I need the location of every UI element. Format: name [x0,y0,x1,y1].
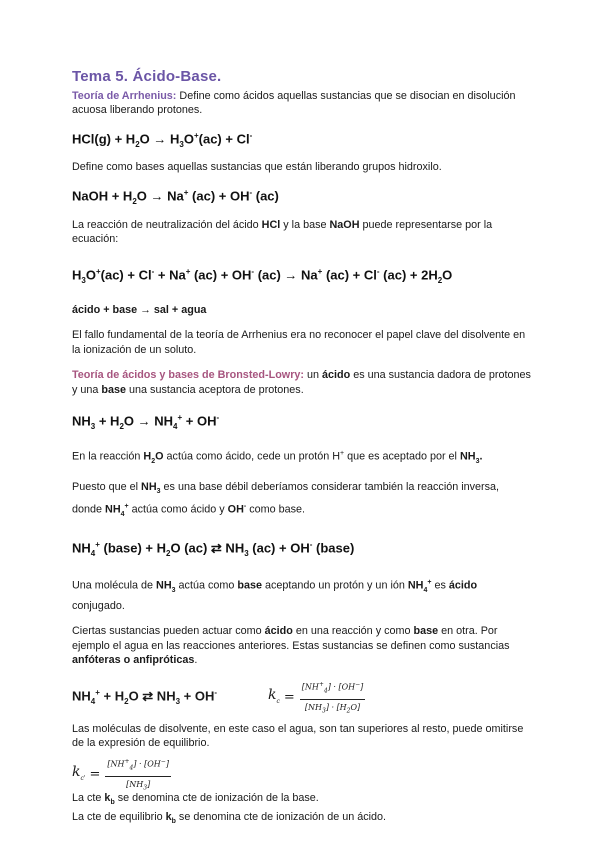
ammonium-equilibrium-equation: $NH_4^+$ (base) + $H_2O$ (ac) ⇄ $NH_3$ (ac) + OH- (base) [72,540,355,559]
ka-text: La cte de equilibrio $k_b$ se denomina cte de ionización de un ácido. [72,811,387,826]
document-page [72,70,532,830]
kc-prime-block [72,753,532,791]
kc-expression: $k_c$ = $\frac{[NH^+_4] \cdot [OH^-]}{[NH_3] \cdot [H_2O]}$ [268,678,365,720]
arrhenius-bases-text: Define como bases aquellas sustancias que están liberando grupos hidroxilo. [72,161,442,174]
kc-equilibrium-block [72,676,532,722]
ammonium-water-equation: $NH_4^+ + H_2O$ ⇄ $NH_3 + OH^-$ [72,687,218,706]
conjugate-acid-text: Una molécula de $NH_3$ actúa como base aceptando un protón y un ión $NH_4^+$ es ácido conjugado. [72,579,478,612]
arrhenius-acid-equation: $HCl(g) + H_2O \to H_3O^+(ac) + Cl^-$ [72,130,253,149]
water-acid-text: En la reacción $H_2O$ actúa como ácido, cede un protón H+ que es aceptado por el $NH_3$. [72,450,483,465]
bronsted-equation: $NH_3 + H_2O \to NH_4^+ + OH^-$ [72,413,220,432]
neutralization-summary: ácido + base → sal + agua [72,303,207,316]
kc-prime-expression: $k_{c'}$ = $\frac{[NH^+_4] \cdot [OH^-]}{[NH_3]}$ [72,755,171,797]
arrhenius-flaw-text: El fallo fundamental de la teoría de Arrhenius era no reconocer el papel clave del disolvente en la ionización de un soluto. [72,329,526,356]
arrhenius-label: Teoría de Arrhenius: [72,89,177,102]
neutralization-equation: $H_3O^+(ac) + Cl^- + Na^+$ (ac) + OH- (ac) → Na+ (ac) + Cl- $(ac) + 2H_2O$ [72,266,453,285]
page-title: Tema 5. Ácido-Base. [72,68,222,85]
solvent-omission-text: Las moléculas de disolvente, en este caso el agua, son tan superiores al resto, puede omitirse de la expresión de equilibrio. [72,722,524,750]
inverse-reaction-text: Puesto que el $NH_3$ es una base débil deberíamos considerar también la reacción inversa, donde $NH_4^+$ actúa como ácido y OH- como base. [72,481,500,518]
bronsted-label: Teoría de ácidos y bases de Bronsted-Lowry: [72,369,304,382]
bronsted-definition: Teoría de ácidos y bases de Bronsted-Lowry: un ácido es una sustancia dadora de protones y una base una sustancia aceptora de protones. [72,369,531,396]
arrhenius-base-equation: NaOH + $H_2O \to Na^+$ (ac) + OH- (ac) [72,187,279,206]
amphoteric-text: Ciertas sustancias pueden actuar como ácido en una reacción y como base en otra. Por ejemplo el agua en las reacciones anteriores. Estas sustancias se definen como sustancias anfóteras o anfipróticas. [72,625,510,667]
neutralization-text: La reacción de neutralización del ácido HCl y la base NaOH puede representarse por la ecuación: [72,218,493,246]
kb-text: La cte $k_b$ se denomina cte de ionización de la base. [72,791,319,806]
arrhenius-definition: Teoría de Arrhenius: Define como ácidos aquellas sustancias que se disocian en disolución acuosa liberando protones. [72,89,516,116]
